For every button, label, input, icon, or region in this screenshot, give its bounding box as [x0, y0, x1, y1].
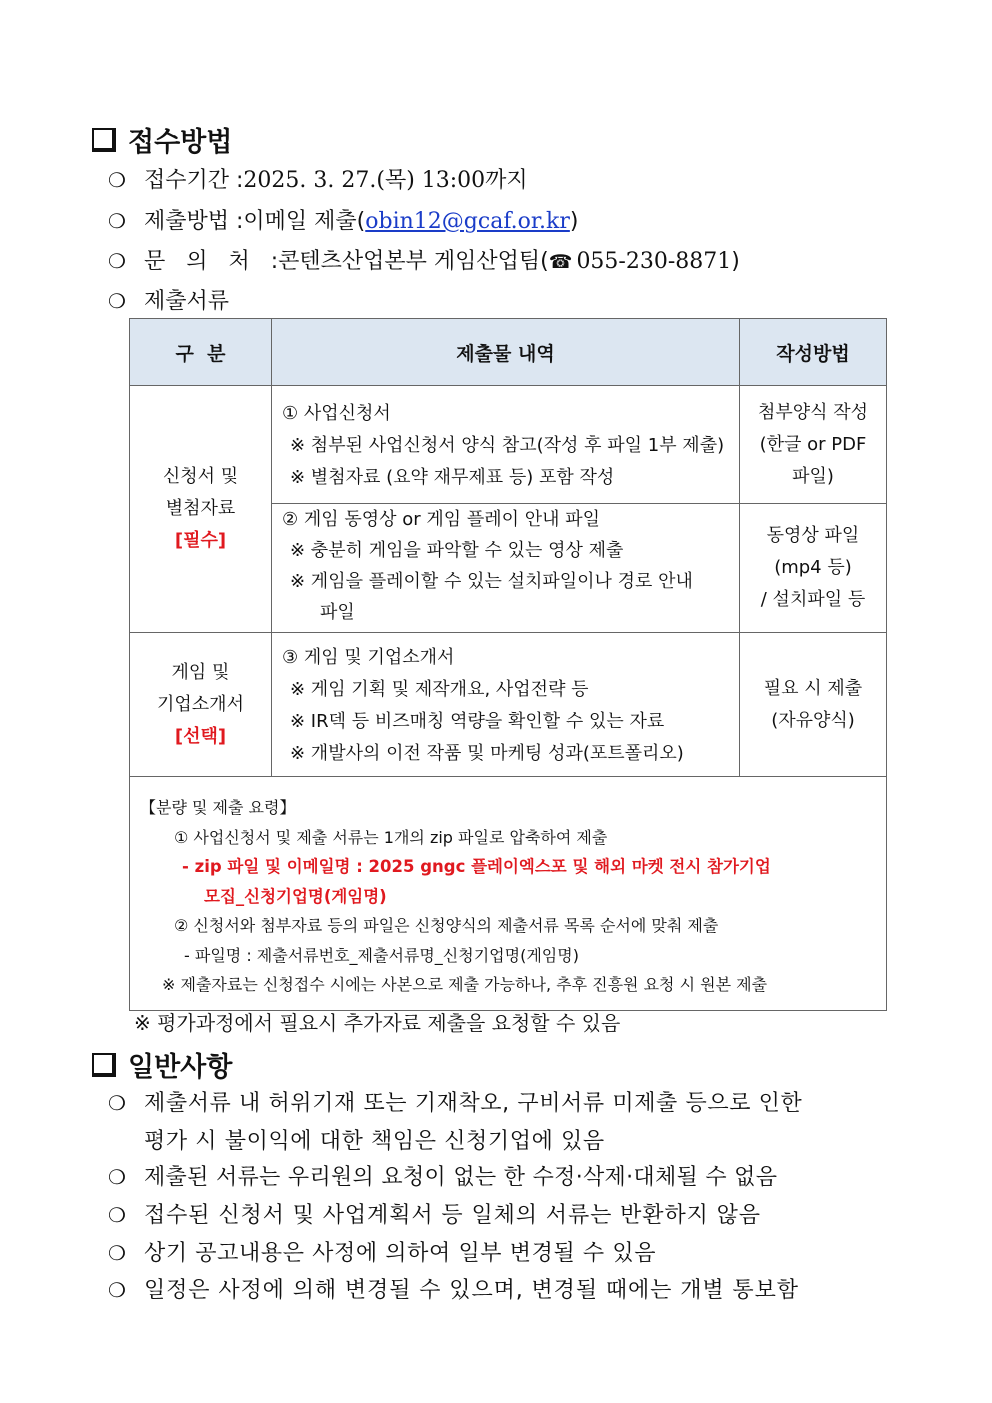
reception-period-line: [108, 163, 528, 194]
bullet-circle-icon: ❍: [108, 1091, 127, 1115]
bullet-circle-icon: ❍: [108, 249, 126, 273]
method-line: 파일): [792, 465, 834, 487]
guideline-filename-rule-cont: 모집_신청기업명(게임명): [204, 886, 387, 906]
category-line: 기업소개서: [157, 693, 244, 715]
method-cell: [740, 504, 887, 633]
guideline-subitem: - 파일명 : 제출서류번호_제출서류명_신청기업명(게임명): [184, 945, 579, 965]
header-method: 작성방법: [740, 319, 887, 386]
item-note: ※ IR덱 등 비즈매칭 역량을 확인할 수 있는 자료: [290, 710, 665, 732]
category-line: 신청서 및: [162, 466, 239, 487]
table-row: [130, 633, 887, 777]
item-value-end: ): [731, 249, 740, 274]
header-contents: 제출물 내역: [272, 319, 740, 386]
bullet-circle-icon: ❍: [108, 289, 126, 313]
method-line: (자유양식): [771, 709, 855, 731]
bullet-circle-icon: ❍: [108, 168, 126, 192]
item-title: ② 게임 동영상 or 게임 플레이 안내 파일: [282, 509, 601, 530]
method-line: (한글 or PDF: [759, 433, 867, 455]
general-item: [108, 1086, 802, 1117]
bullet-circle-icon: ❍: [108, 1241, 127, 1265]
general-item-continued: [144, 1124, 605, 1155]
method-line: 필요 시 제출: [763, 677, 863, 699]
general-item: [108, 1198, 761, 1229]
section-heading-general: [92, 1045, 232, 1084]
method-cell: [740, 386, 887, 504]
item-label: 제출방법 :: [144, 209, 244, 234]
contact-line: [108, 244, 740, 275]
submission-method-line: [108, 204, 578, 235]
general-item: [108, 1160, 777, 1191]
item-value-end: ): [569, 209, 579, 234]
general-item: [108, 1236, 656, 1267]
bullet-circle-icon: ❍: [108, 1278, 127, 1302]
general-item: [108, 1273, 799, 1304]
required-tag: [필수]: [174, 530, 227, 551]
method-line: 동영상 파일: [766, 525, 860, 546]
header-category: 구 분: [130, 319, 272, 386]
contents-cell: [272, 386, 740, 504]
section-title: 일반사항: [128, 1052, 233, 1083]
phone-number: 055-230-8871: [576, 249, 732, 274]
phone-icon: ☎: [548, 251, 573, 273]
contents-cell: [272, 504, 740, 633]
guideline-item: ② 신청서와 첨부자료 등의 파일은 신청양식의 제출서류 목록 순서에 맞춰 제출: [174, 916, 719, 935]
category-line: 게임 및: [171, 661, 230, 683]
category-line: 별첨자료: [165, 498, 236, 519]
item-title: ③ 게임 및 기업소개서: [282, 646, 455, 668]
checkbox-square-icon: [92, 128, 116, 152]
item-note-continued: 파일: [320, 602, 355, 623]
evaluation-note: ※ 평가과정에서 필요시 추가자료 제출을 요청할 수 있음: [134, 1011, 621, 1035]
documents-line: [108, 284, 229, 315]
method-line: 첨부양식 작성: [757, 401, 869, 423]
email-link[interactable]: obin12@gcaf.or.kr: [365, 209, 570, 234]
guideline-footnote: ※ 제출자료는 신청접수 시에는 사본으로 제출 가능하나, 추후 진흥원 요청 시 원본 제출: [162, 975, 768, 994]
category-cell-optional: [130, 633, 272, 777]
item-note: ※ 게임 기획 및 제작개요, 사업전략 등: [290, 678, 589, 700]
documents-table: [129, 318, 887, 1011]
general-item-text: 평가 시 불이익에 대한 책임은 신청기업에 있음: [144, 1129, 605, 1154]
guideline-filename-rule: - zip 파일 및 이메일명 : 2025 gngc 플레이엑스포 및 해외 마켓 전시 참가기업: [182, 857, 771, 876]
guidelines-title: 【분량 및 제출 요령】: [140, 798, 296, 817]
bullet-circle-icon: ❍: [108, 1165, 127, 1189]
item-value: 콘텐츠산업본부 게임산업팀(: [278, 249, 549, 274]
section-title: 접수방법: [128, 127, 233, 158]
item-note: ※ 충분히 게임을 파악할 수 있는 영상 제출: [290, 540, 624, 561]
optional-tag: [선택]: [174, 725, 227, 747]
table-header-row: [130, 319, 887, 386]
item-value: 이메일 제출(: [243, 209, 366, 234]
bullet-circle-icon: ❍: [108, 1203, 127, 1227]
item-label: 문 의 처 :: [144, 249, 279, 274]
guideline-item: ① 사업신청서 및 제출 서류는 1개의 zip 파일로 압축하여 제출: [174, 827, 608, 847]
category-cell-required: [130, 386, 272, 633]
item-note: ※ 개발사의 이전 작품 및 마케팅 성과(포트폴리오): [290, 742, 684, 764]
method-cell: [740, 633, 887, 777]
general-item-text: 제출서류 내 허위기재 또는 기재착오, 구비서류 미제출 등으로 인한: [144, 1091, 803, 1116]
contents-cell: [272, 633, 740, 777]
submission-guidelines: [130, 777, 887, 1011]
general-item-text: 상기 공고내용은 사정에 의하여 일부 변경될 수 있음: [144, 1241, 657, 1266]
bullet-circle-icon: ❍: [108, 209, 126, 233]
section-heading-reception: [92, 120, 232, 159]
checkbox-square-icon: [92, 1053, 116, 1077]
item-title: ① 사업신청서: [282, 402, 391, 424]
method-line: / 설치파일 등: [760, 589, 866, 610]
item-label: 접수기간 :: [144, 168, 244, 193]
item-note: ※ 첨부된 사업신청서 양식 참고(작성 후 파일 1부 제출): [290, 434, 725, 456]
general-item-text: 일정은 사정에 의해 변경될 수 있으며, 변경될 때에는 개별 통보함: [144, 1278, 799, 1303]
table-notes-row: [130, 777, 887, 1011]
method-line: (mp4 등): [774, 557, 852, 578]
item-note: ※ 게임을 플레이할 수 있는 설치파일이나 경로 안내: [290, 571, 693, 592]
general-item-text: 제출된 서류는 우리원의 요청이 없는 한 수정·삭제·대체될 수 없음: [144, 1165, 778, 1190]
table-row: [130, 386, 887, 504]
item-value: 2025. 3. 27.(목) 13:00까지: [243, 168, 528, 193]
item-note: ※ 별첨자료 (요약 재무제표 등) 포함 작성: [290, 466, 615, 488]
item-label: 제출서류: [144, 289, 230, 314]
general-item-text: 접수된 신청서 및 사업계획서 등 일체의 서류는 반환하지 않음: [144, 1203, 761, 1228]
